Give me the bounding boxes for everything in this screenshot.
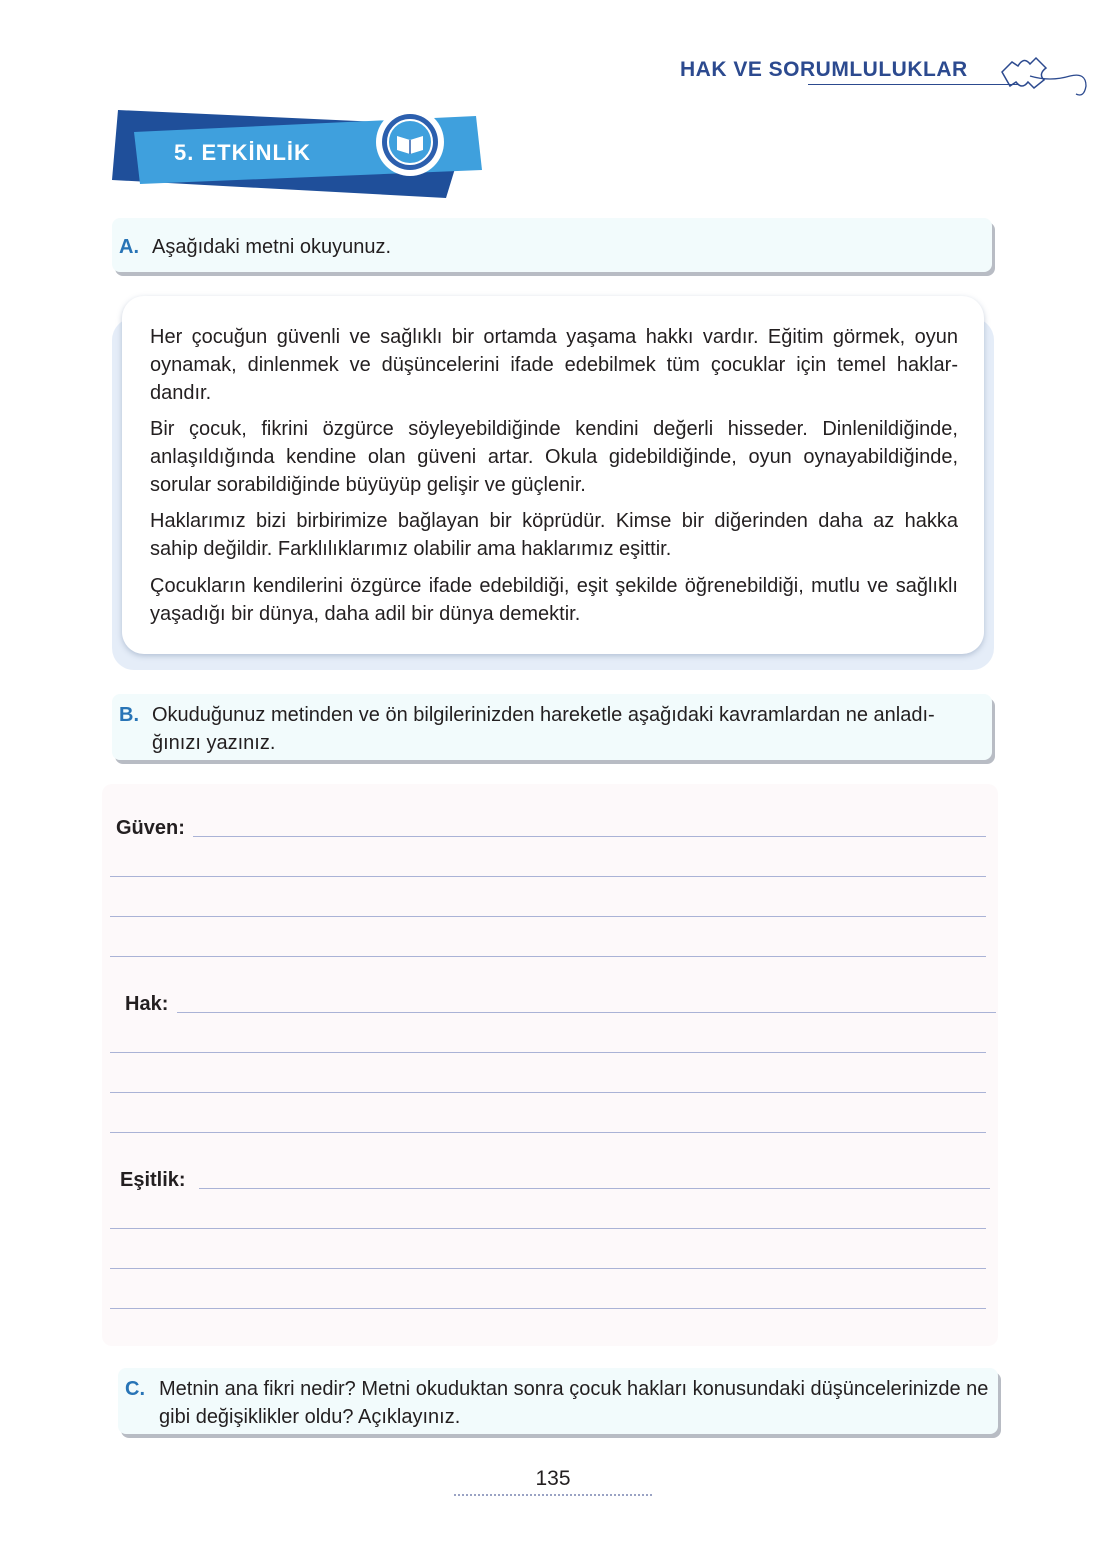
answer-line[interactable]	[110, 916, 986, 917]
answer-line[interactable]	[199, 1188, 990, 1189]
writing-area	[102, 784, 998, 1346]
running-title: HAK VE SORUMLULUKLAR	[680, 58, 968, 81]
answer-line[interactable]	[110, 1092, 986, 1093]
activity-title: 5. ETKİNLİK	[174, 140, 311, 165]
section-c-instruction: Metnin ana fikri nedir? Metni okuduktan sonra çocuk hakları konusundaki düşüncelerinizde ne gibi değişiklikler oldu? Açıklayınız.	[159, 1378, 989, 1428]
section-a-instruction: Aşağıdaki metni okuyunuz.	[152, 236, 392, 258]
section-a-letter: A.	[119, 236, 139, 258]
answer-line[interactable]	[110, 1308, 986, 1309]
answer-line[interactable]	[110, 1268, 986, 1269]
reading-paragraph: Çocukların kendilerini özgürce ifade edebildiği, eşit şekilde öğrenebildiği, mutlu ve sağlıklı yaşadığı bir dünya, daha adil bir dünya demektir.	[150, 575, 958, 625]
section-b-instruction: Okuduğunuz metinden ve ön bilgilerinizden hareketle aşağıdaki kavramlardan ne anladı-ğınızı yazınız.	[152, 704, 935, 754]
answer-line[interactable]	[177, 1012, 996, 1013]
answer-line[interactable]	[110, 1228, 986, 1229]
answer-line[interactable]	[110, 876, 986, 877]
concept-label-hak: Hak:	[125, 993, 169, 1015]
reading-paragraph: Her çocuğun güvenli ve sağlıklı bir ortamda yaşama hakkı vardır. Eğitim görmek, oyun oynamak, dinlenmek ve düşüncelerini ifade edebilmek tüm çocuklar için temel haklar-dandır.	[150, 326, 958, 404]
answer-line[interactable]	[110, 1132, 986, 1133]
reading-paragraph: Bir çocuk, fikrini özgürce söyleyebildiğinde kendini değerli hisseder. Dinlenildiğinde, anlaşıldığında kendine olan güveni artar. Okula gidebildiğinde, oyun oynayabildiğinde, sorular sorabildiğinde büyüyüp gelişir ve güçlenir.	[150, 418, 958, 496]
answer-line[interactable]	[110, 956, 986, 957]
page-number: 135	[535, 1467, 571, 1490]
reading-paragraph: Haklarımız bizi birbirimize bağlayan bir köprüdür. Kimse bir diğerinden daha az hakka sahip değildir. Farklılıklarımız olabilir ama haklarımız eşittir.	[150, 510, 958, 560]
concept-label-guven: Güven:	[116, 817, 185, 839]
concept-label-esitlik: Eşitlik:	[120, 1169, 186, 1191]
puzzle-piece-icon	[990, 42, 1100, 102]
header-underline	[808, 84, 1018, 85]
answer-line[interactable]	[110, 1052, 986, 1053]
section-b-letter: B.	[119, 704, 139, 726]
section-c-letter: C.	[125, 1378, 145, 1400]
decorative-dot-border	[453, 1492, 653, 1498]
answer-line[interactable]	[193, 836, 986, 837]
